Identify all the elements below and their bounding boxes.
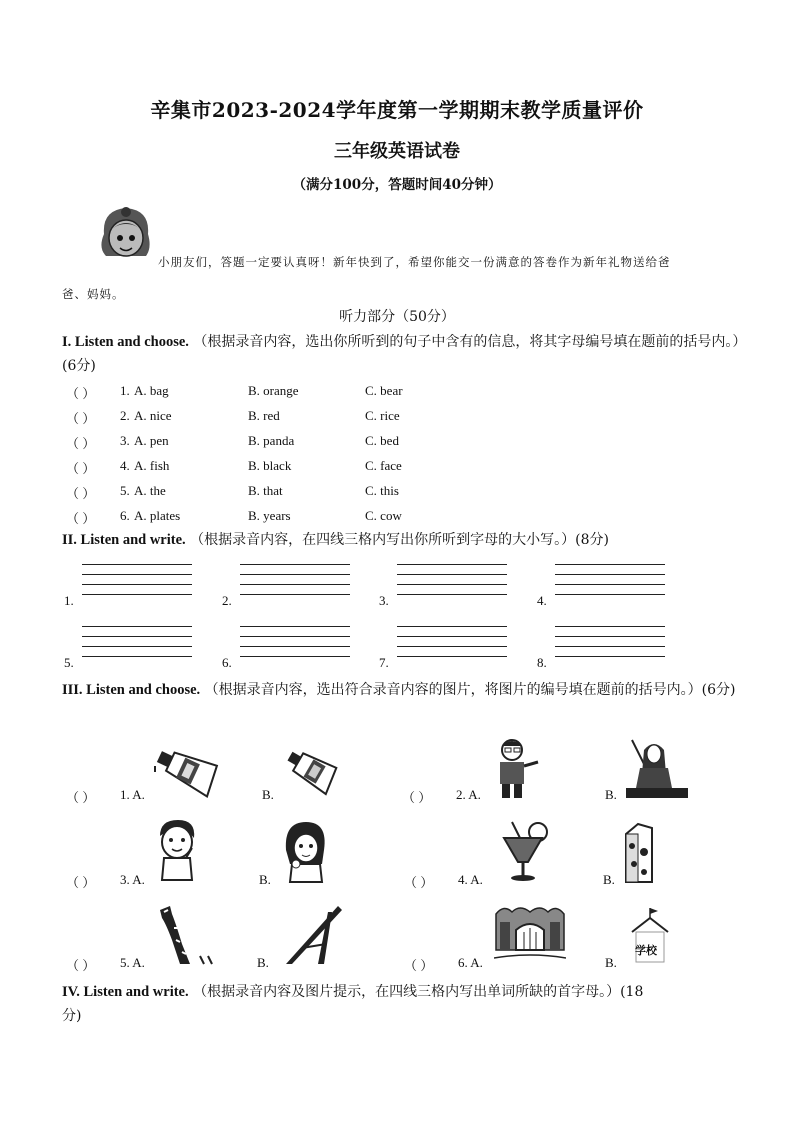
question-number: 4. xyxy=(120,458,130,473)
part2-heading: II. Listen and write. xyxy=(62,532,186,548)
milk-carton-icon xyxy=(622,822,656,884)
p3-q3-b-label: B. xyxy=(259,872,271,887)
grid-line xyxy=(82,574,192,575)
grid-line xyxy=(240,594,350,595)
giraffe-neck-icon xyxy=(156,904,216,966)
option-b: B. years xyxy=(248,508,291,523)
answer-paren[interactable]: （ ） xyxy=(66,790,96,805)
part3-instruction: （根据录音内容，选出符合录音内容的图片，将图片的编号填在题前的括号内。）(6分) xyxy=(204,682,736,698)
grid-line xyxy=(555,636,665,637)
girl-face-icon xyxy=(282,820,328,884)
answer-paren[interactable]: （ ） xyxy=(66,461,96,476)
write-grid-number: 6. xyxy=(222,655,232,670)
option-b: B. orange xyxy=(248,383,299,398)
grid-line xyxy=(397,636,507,637)
four-line-writing-grid[interactable] xyxy=(82,626,192,662)
intro-text-line1: 小朋友们，答题一定要认真呀！新年快到了，希望你能交一份满意的答卷作为新年礼物送给爸 xyxy=(158,255,671,269)
p3-q1-a-label: 1. A. xyxy=(120,787,145,802)
option-b: B. black xyxy=(248,458,292,473)
park-gate-icon xyxy=(494,904,566,964)
grid-line xyxy=(397,594,507,595)
grid-line xyxy=(555,646,665,647)
grid-line xyxy=(240,646,350,647)
exam-subtitle: 三年级英语试卷 xyxy=(334,141,460,162)
woman-teacher-icon xyxy=(624,738,688,800)
part3-heading: III. Listen and choose. xyxy=(62,682,201,698)
option-c: C. bear xyxy=(365,383,403,398)
p3-q2-a-label: 2. A. xyxy=(456,787,481,802)
answer-paren[interactable]: （ ） xyxy=(404,875,434,890)
option-c: C. this xyxy=(365,483,399,498)
option-a: A. fish xyxy=(134,458,170,473)
grid-line xyxy=(82,626,192,627)
grid-line xyxy=(240,636,350,637)
option-b: B. panda xyxy=(248,433,295,448)
boy-face-icon xyxy=(156,818,198,882)
four-line-writing-grid[interactable] xyxy=(397,564,507,600)
write-grid-number: 4. xyxy=(537,593,547,608)
part1-heading: I. Listen and choose. xyxy=(62,334,189,350)
grid-line xyxy=(555,656,665,657)
question-number: 5. xyxy=(120,483,130,498)
p3-q5-b-label: B. xyxy=(257,955,269,970)
drawing-compass-icon xyxy=(282,904,348,966)
grid-line xyxy=(555,594,665,595)
write-grid-number: 8. xyxy=(537,655,547,670)
exam-meta: （满分100分，答题时间40分钟） xyxy=(292,177,502,193)
question-number: 3. xyxy=(120,433,130,448)
option-a: A. bag xyxy=(134,383,169,398)
grid-line xyxy=(555,574,665,575)
option-b: B. red xyxy=(248,408,280,423)
p3-q1-b-label: B. xyxy=(262,787,274,802)
four-line-writing-grid[interactable] xyxy=(82,564,192,600)
grid-line xyxy=(397,656,507,657)
answer-paren[interactable]: （ ） xyxy=(66,875,96,890)
part4-instruction: （根据录音内容及图片提示，在四线三格内写出单词所缺的首字母。）(18 xyxy=(193,984,644,1000)
option-b: B. that xyxy=(248,483,283,498)
part3-heading-block xyxy=(62,678,742,702)
question-number: 2. xyxy=(120,408,130,423)
part1-heading-block xyxy=(62,330,742,378)
write-grid-number: 1. xyxy=(64,593,74,608)
part1-instruction: （根据录音内容，选出你所听到的句子中含有的信息，将其字母编号填在题前的括号内。）(6分) xyxy=(62,334,740,374)
grid-line xyxy=(240,564,350,565)
grid-line xyxy=(82,646,192,647)
grid-line xyxy=(82,636,192,637)
answer-paren[interactable]: （ ） xyxy=(66,511,96,526)
cartoon-girl-icon xyxy=(96,204,154,264)
grid-line xyxy=(82,594,192,595)
answer-paren[interactable]: （ ） xyxy=(66,411,96,426)
grid-line xyxy=(240,626,350,627)
grid-line xyxy=(397,564,507,565)
grid-line xyxy=(397,574,507,575)
four-line-writing-grid[interactable] xyxy=(240,626,350,662)
part4-heading: IV. Listen and write. xyxy=(62,984,189,1000)
part4-instruction-cont: 分) xyxy=(62,1008,82,1024)
p3-q5-a-label: 5. A. xyxy=(120,955,145,970)
grid-line xyxy=(82,584,192,585)
school-building-picture xyxy=(626,906,676,964)
grid-line xyxy=(240,584,350,585)
intro-text-line2: 爸、妈妈。 xyxy=(62,287,125,301)
write-grid-number: 5. xyxy=(64,655,74,670)
p3-q3-a-label: 3. A. xyxy=(120,872,145,887)
option-c: C. bed xyxy=(365,433,399,448)
answer-paren[interactable]: （ ） xyxy=(66,486,96,501)
option-c: C. face xyxy=(365,458,402,473)
listening-section-header: 听力部分（50分） xyxy=(339,309,455,325)
grid-line xyxy=(555,626,665,627)
grid-line xyxy=(397,584,507,585)
option-c: C. cow xyxy=(365,508,402,523)
option-a: A. plates xyxy=(134,508,181,523)
grid-line xyxy=(555,584,665,585)
grid-line xyxy=(240,574,350,575)
p3-q2-b-label: B. xyxy=(605,787,617,802)
answer-paren[interactable]: （ ） xyxy=(404,958,434,973)
grid-line xyxy=(82,656,192,657)
four-line-writing-grid[interactable] xyxy=(397,626,507,662)
option-a: A. the xyxy=(134,483,166,498)
glue-tube-icon xyxy=(282,742,342,798)
part2-instruction: （根据录音内容，在四线三格内写出你所听到字母的大小写。）(8分) xyxy=(190,532,609,548)
grid-line xyxy=(82,564,192,565)
grid-line xyxy=(397,646,507,647)
p3-q6-a-label: 6. A. xyxy=(458,955,483,970)
p3-q4-b-label: B. xyxy=(603,872,615,887)
option-c: C. rice xyxy=(365,408,400,423)
juice-glass-icon xyxy=(498,820,550,884)
school-sign-text: 学校 xyxy=(635,944,657,957)
option-a: A. pen xyxy=(134,433,169,448)
write-grid-number: 2. xyxy=(222,593,232,608)
four-line-writing-grid[interactable] xyxy=(555,564,665,600)
answer-paren[interactable]: （ ） xyxy=(66,436,96,451)
exam-title: 辛集市2023-2024学年度第一学期期末教学质量评价 xyxy=(150,98,644,122)
part4-heading-block xyxy=(62,980,742,1028)
p3-q6-b-label: B. xyxy=(605,955,617,970)
toothpaste-tube-icon xyxy=(152,738,224,804)
p3-q4-a-label: 4. A. xyxy=(458,872,483,887)
answer-paren[interactable]: （ ） xyxy=(66,958,96,973)
question-number: 6. xyxy=(120,508,130,523)
write-grid-number: 3. xyxy=(379,593,389,608)
grid-line xyxy=(240,656,350,657)
option-a: A. nice xyxy=(134,408,172,423)
write-grid-number: 7. xyxy=(379,655,389,670)
question-number: 1. xyxy=(120,383,130,398)
answer-paren[interactable]: （ ） xyxy=(402,790,432,805)
man-teacher-icon xyxy=(494,736,546,800)
answer-paren[interactable]: （ ） xyxy=(66,386,96,401)
four-line-writing-grid[interactable] xyxy=(555,626,665,662)
grid-line xyxy=(397,626,507,627)
four-line-writing-grid[interactable] xyxy=(240,564,350,600)
part2-heading-block xyxy=(62,528,742,552)
grid-line xyxy=(555,564,665,565)
